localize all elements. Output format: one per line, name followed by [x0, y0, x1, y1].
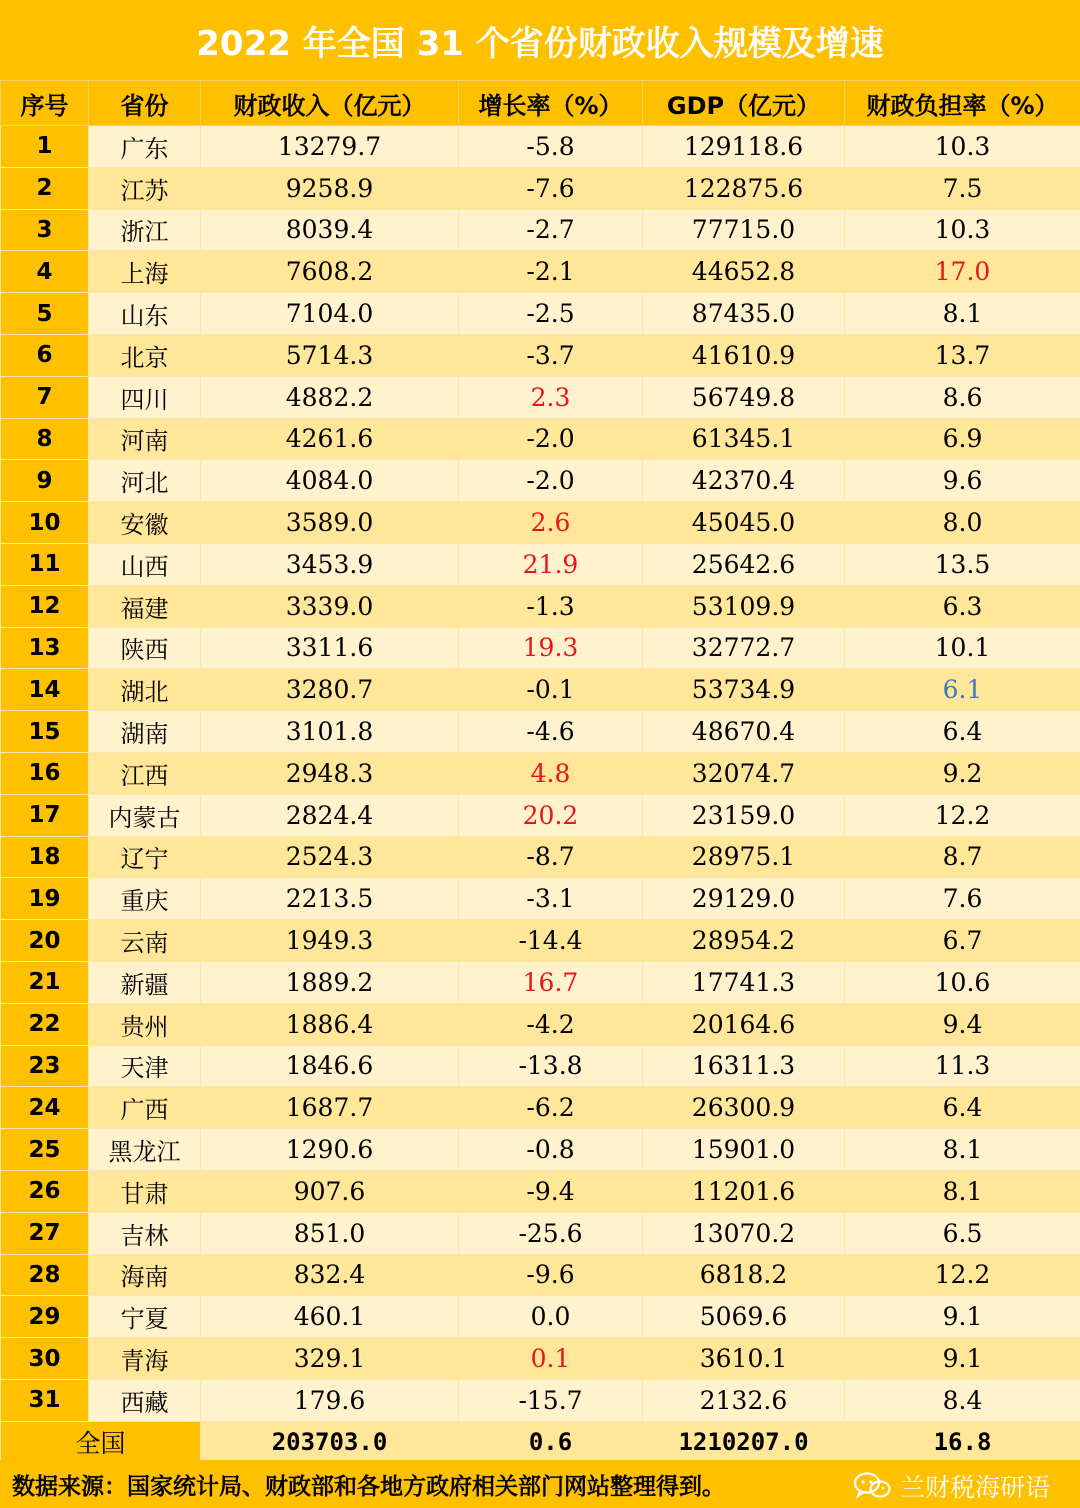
cell-province: 内蒙古: [89, 794, 201, 836]
table-row: [1, 752, 1080, 794]
cell-revenue: 2524.3: [201, 836, 459, 878]
cell-growth: 2.3: [459, 376, 643, 418]
table-row: [1, 1254, 1080, 1296]
cell-gdp: 5069.6: [643, 1296, 845, 1338]
cell-province: 江西: [89, 752, 201, 794]
cell-revenue: 3589.0: [201, 502, 459, 544]
cell-province: 西藏: [89, 1379, 201, 1421]
cell-rank: 20: [1, 920, 89, 962]
wechat-icon: [852, 1471, 892, 1501]
cell-growth: -25.6: [459, 1212, 643, 1254]
cell-growth: -7.6: [459, 167, 643, 209]
cell-revenue: 832.4: [201, 1254, 459, 1296]
cell-revenue: 851.0: [201, 1212, 459, 1254]
cell-gdp: 20164.6: [643, 1003, 845, 1045]
cell-growth: -0.8: [459, 1129, 643, 1171]
cell-growth: -6.2: [459, 1087, 643, 1129]
cell-growth: 21.9: [459, 543, 643, 585]
cell-province: 广东: [89, 126, 201, 168]
cell-province: 山西: [89, 543, 201, 585]
cell-burden: 11.3: [845, 1045, 1080, 1087]
cell-province: 上海: [89, 251, 201, 293]
table-body: [1, 126, 1080, 1464]
cell-rank: 15: [1, 711, 89, 753]
cell-gdp: 53734.9: [643, 669, 845, 711]
cell-growth: -3.1: [459, 878, 643, 920]
cell-rank: 29: [1, 1296, 89, 1338]
cell-growth: 0.0: [459, 1296, 643, 1338]
cell-growth: 2.6: [459, 502, 643, 544]
cell-rank: 31: [1, 1379, 89, 1421]
cell-burden: 8.4: [845, 1379, 1080, 1421]
cell-growth: -2.7: [459, 209, 643, 251]
cell-rank: 8: [1, 418, 89, 460]
cell-growth: -4.2: [459, 1003, 643, 1045]
header-revenue: 财政收入（亿元）: [201, 81, 459, 126]
cell-gdp: 28954.2: [643, 920, 845, 962]
cell-gdp: 17741.3: [643, 961, 845, 1003]
cell-gdp: 45045.0: [643, 502, 845, 544]
cell-growth: -9.4: [459, 1170, 643, 1212]
cell-revenue: 2213.5: [201, 878, 459, 920]
cell-province: 海南: [89, 1254, 201, 1296]
table-row: [1, 543, 1080, 585]
cell-growth: 4.8: [459, 752, 643, 794]
cell-province: 安徽: [89, 502, 201, 544]
cell-burden: 8.0: [845, 502, 1080, 544]
cell-gdp: 122875.6: [643, 167, 845, 209]
table-row: [1, 1170, 1080, 1212]
cell-growth: -1.3: [459, 585, 643, 627]
cell-growth: 0.1: [459, 1338, 643, 1380]
cell-gdp: 3610.1: [643, 1338, 845, 1380]
total-growth: 0.6: [459, 1421, 643, 1463]
cell-burden: 13.7: [845, 334, 1080, 376]
cell-rank: 25: [1, 1129, 89, 1171]
cell-revenue: 4084.0: [201, 460, 459, 502]
cell-gdp: 29129.0: [643, 878, 845, 920]
cell-province: 广西: [89, 1087, 201, 1129]
fiscal-revenue-table: [0, 80, 1080, 1464]
cell-revenue: 329.1: [201, 1338, 459, 1380]
cell-burden: 6.3: [845, 585, 1080, 627]
cell-revenue: 3339.0: [201, 585, 459, 627]
cell-gdp: 2132.6: [643, 1379, 845, 1421]
cell-revenue: 460.1: [201, 1296, 459, 1338]
cell-revenue: 3280.7: [201, 669, 459, 711]
cell-revenue: 3311.6: [201, 627, 459, 669]
cell-province: 重庆: [89, 878, 201, 920]
cell-burden: 6.4: [845, 711, 1080, 753]
cell-gdp: 23159.0: [643, 794, 845, 836]
cell-gdp: 16311.3: [643, 1045, 845, 1087]
cell-rank: 6: [1, 334, 89, 376]
table-row: [1, 1045, 1080, 1087]
cell-province: 福建: [89, 585, 201, 627]
table-row: [1, 878, 1080, 920]
cell-gdp: 6818.2: [643, 1254, 845, 1296]
cell-gdp: 87435.0: [643, 293, 845, 335]
table-row: [1, 460, 1080, 502]
cell-gdp: 56749.8: [643, 376, 845, 418]
cell-province: 宁夏: [89, 1296, 201, 1338]
cell-revenue: 3101.8: [201, 711, 459, 753]
cell-province: 贵州: [89, 1003, 201, 1045]
cell-gdp: 42370.4: [643, 460, 845, 502]
table-row: [1, 794, 1080, 836]
cell-rank: 23: [1, 1045, 89, 1087]
cell-burden: 8.1: [845, 1170, 1080, 1212]
header-growth: 增长率（%）: [459, 81, 643, 126]
cell-burden: 9.2: [845, 752, 1080, 794]
cell-rank: 3: [1, 209, 89, 251]
table-row: [1, 1338, 1080, 1380]
cell-rank: 13: [1, 627, 89, 669]
cell-burden: 9.6: [845, 460, 1080, 502]
cell-burden: 8.1: [845, 1129, 1080, 1171]
cell-rank: 19: [1, 878, 89, 920]
cell-province: 四川: [89, 376, 201, 418]
cell-rank: 1: [1, 126, 89, 168]
table-row: [1, 334, 1080, 376]
table-row: [1, 627, 1080, 669]
data-source-note: 数据来源：国家统计局、财政部和各地方政府相关部门网站整理得到。: [12, 1473, 725, 1500]
table-row: [1, 1212, 1080, 1254]
cell-burden: 9.1: [845, 1338, 1080, 1380]
cell-burden: 8.6: [845, 376, 1080, 418]
cell-burden: 7.5: [845, 167, 1080, 209]
cell-burden: 6.9: [845, 418, 1080, 460]
table-row: [1, 711, 1080, 753]
cell-revenue: 8039.4: [201, 209, 459, 251]
cell-growth: -3.7: [459, 334, 643, 376]
table-row: [1, 1379, 1080, 1421]
cell-gdp: 48670.4: [643, 711, 845, 753]
table-row: [1, 209, 1080, 251]
cell-burden: 17.0: [845, 251, 1080, 293]
cell-revenue: 2824.4: [201, 794, 459, 836]
table-title: 2022 年全国 31 个省份财政收入规模及增速: [0, 0, 1080, 80]
table-row: [1, 418, 1080, 460]
total-label: 全国: [1, 1421, 201, 1463]
cell-rank: 4: [1, 251, 89, 293]
header-row: [1, 81, 1080, 126]
cell-revenue: 1886.4: [201, 1003, 459, 1045]
cell-gdp: 129118.6: [643, 126, 845, 168]
cell-growth: -4.6: [459, 711, 643, 753]
cell-burden: 12.2: [845, 1254, 1080, 1296]
cell-burden: 13.5: [845, 543, 1080, 585]
cell-growth: -15.7: [459, 1379, 643, 1421]
cell-rank: 24: [1, 1087, 89, 1129]
header-province: 省份: [89, 81, 201, 126]
cell-growth: -2.0: [459, 418, 643, 460]
total-revenue: 203703.0: [201, 1421, 459, 1463]
table-row: [1, 920, 1080, 962]
cell-rank: 7: [1, 376, 89, 418]
cell-rank: 17: [1, 794, 89, 836]
cell-gdp: 77715.0: [643, 209, 845, 251]
table-row: [1, 585, 1080, 627]
table-row: [1, 669, 1080, 711]
cell-province: 天津: [89, 1045, 201, 1087]
cell-province: 北京: [89, 334, 201, 376]
cell-growth: 16.7: [459, 961, 643, 1003]
cell-revenue: 3453.9: [201, 543, 459, 585]
table-row: [1, 1087, 1080, 1129]
cell-rank: 18: [1, 836, 89, 878]
cell-gdp: 11201.6: [643, 1170, 845, 1212]
watermark-text: 兰财税海研语: [899, 1473, 1050, 1502]
cell-province: 湖北: [89, 669, 201, 711]
cell-rank: 12: [1, 585, 89, 627]
cell-revenue: 7104.0: [201, 293, 459, 335]
cell-revenue: 13279.7: [201, 126, 459, 168]
cell-revenue: 907.6: [201, 1170, 459, 1212]
cell-growth: 20.2: [459, 794, 643, 836]
cell-rank: 28: [1, 1254, 89, 1296]
cell-rank: 5: [1, 293, 89, 335]
cell-revenue: 1687.7: [201, 1087, 459, 1129]
total-row: [1, 1421, 1080, 1463]
cell-rank: 2: [1, 167, 89, 209]
total-burden: 16.8: [845, 1421, 1080, 1463]
table-row: [1, 1003, 1080, 1045]
cell-growth: -13.8: [459, 1045, 643, 1087]
cell-rank: 11: [1, 543, 89, 585]
cell-rank: 30: [1, 1338, 89, 1380]
cell-growth: -14.4: [459, 920, 643, 962]
header-gdp: GDP（亿元）: [643, 81, 845, 126]
cell-growth: -2.0: [459, 460, 643, 502]
cell-revenue: 9258.9: [201, 167, 459, 209]
cell-burden: 10.3: [845, 209, 1080, 251]
cell-gdp: 26300.9: [643, 1087, 845, 1129]
cell-growth: 19.3: [459, 627, 643, 669]
cell-province: 新疆: [89, 961, 201, 1003]
cell-burden: 12.2: [845, 794, 1080, 836]
cell-revenue: 1889.2: [201, 961, 459, 1003]
cell-gdp: 41610.9: [643, 334, 845, 376]
cell-gdp: 32772.7: [643, 627, 845, 669]
cell-province: 甘肃: [89, 1170, 201, 1212]
cell-growth: -0.1: [459, 669, 643, 711]
cell-rank: 16: [1, 752, 89, 794]
cell-burden: 9.1: [845, 1296, 1080, 1338]
cell-province: 吉林: [89, 1212, 201, 1254]
cell-revenue: 1949.3: [201, 920, 459, 962]
cell-gdp: 32074.7: [643, 752, 845, 794]
cell-revenue: 1846.6: [201, 1045, 459, 1087]
cell-burden: 6.1: [845, 669, 1080, 711]
cell-rank: 21: [1, 961, 89, 1003]
cell-growth: -2.5: [459, 293, 643, 335]
cell-burden: 10.6: [845, 961, 1080, 1003]
cell-burden: 7.6: [845, 878, 1080, 920]
cell-rank: 10: [1, 502, 89, 544]
cell-growth: -9.6: [459, 1254, 643, 1296]
cell-province: 黑龙江: [89, 1129, 201, 1171]
cell-rank: 14: [1, 669, 89, 711]
cell-rank: 27: [1, 1212, 89, 1254]
cell-growth: -5.8: [459, 126, 643, 168]
cell-revenue: 1290.6: [201, 1129, 459, 1171]
cell-revenue: 4261.6: [201, 418, 459, 460]
header-burden: 财政负担率（%）: [845, 81, 1080, 126]
cell-growth: -8.7: [459, 836, 643, 878]
table-row: [1, 836, 1080, 878]
cell-revenue: 2948.3: [201, 752, 459, 794]
cell-revenue: 5714.3: [201, 334, 459, 376]
cell-burden: 10.1: [845, 627, 1080, 669]
table-row: [1, 1129, 1080, 1171]
cell-rank: 9: [1, 460, 89, 502]
cell-burden: 9.4: [845, 1003, 1080, 1045]
table-row: [1, 167, 1080, 209]
cell-province: 江苏: [89, 167, 201, 209]
cell-gdp: 44652.8: [643, 251, 845, 293]
cell-province: 辽宁: [89, 836, 201, 878]
cell-revenue: 4882.2: [201, 376, 459, 418]
table-row: [1, 376, 1080, 418]
footer: [0, 1460, 1080, 1508]
cell-province: 浙江: [89, 209, 201, 251]
table-row: [1, 502, 1080, 544]
cell-rank: 26: [1, 1170, 89, 1212]
cell-burden: 10.3: [845, 126, 1080, 168]
cell-province: 湖南: [89, 711, 201, 753]
cell-province: 青海: [89, 1338, 201, 1380]
cell-province: 云南: [89, 920, 201, 962]
cell-growth: -2.1: [459, 251, 643, 293]
table-row: [1, 251, 1080, 293]
cell-gdp: 28975.1: [643, 836, 845, 878]
cell-gdp: 61345.1: [643, 418, 845, 460]
total-gdp: 1210207.0: [643, 1421, 845, 1463]
table-row: [1, 1296, 1080, 1338]
cell-gdp: 13070.2: [643, 1212, 845, 1254]
cell-revenue: 7608.2: [201, 251, 459, 293]
cell-gdp: 53109.9: [643, 585, 845, 627]
cell-province: 河南: [89, 418, 201, 460]
cell-rank: 22: [1, 1003, 89, 1045]
cell-gdp: 25642.6: [643, 543, 845, 585]
header-rank: 序号: [1, 81, 89, 126]
cell-province: 山东: [89, 293, 201, 335]
table-row: [1, 293, 1080, 335]
cell-gdp: 15901.0: [643, 1129, 845, 1171]
watermark: [852, 1468, 1050, 1504]
cell-province: 陕西: [89, 627, 201, 669]
table-row: [1, 126, 1080, 168]
cell-burden: 6.5: [845, 1212, 1080, 1254]
cell-revenue: 179.6: [201, 1379, 459, 1421]
table-row: [1, 961, 1080, 1003]
cell-burden: 6.4: [845, 1087, 1080, 1129]
cell-burden: 8.1: [845, 293, 1080, 335]
cell-province: 河北: [89, 460, 201, 502]
cell-burden: 8.7: [845, 836, 1080, 878]
cell-burden: 6.7: [845, 920, 1080, 962]
